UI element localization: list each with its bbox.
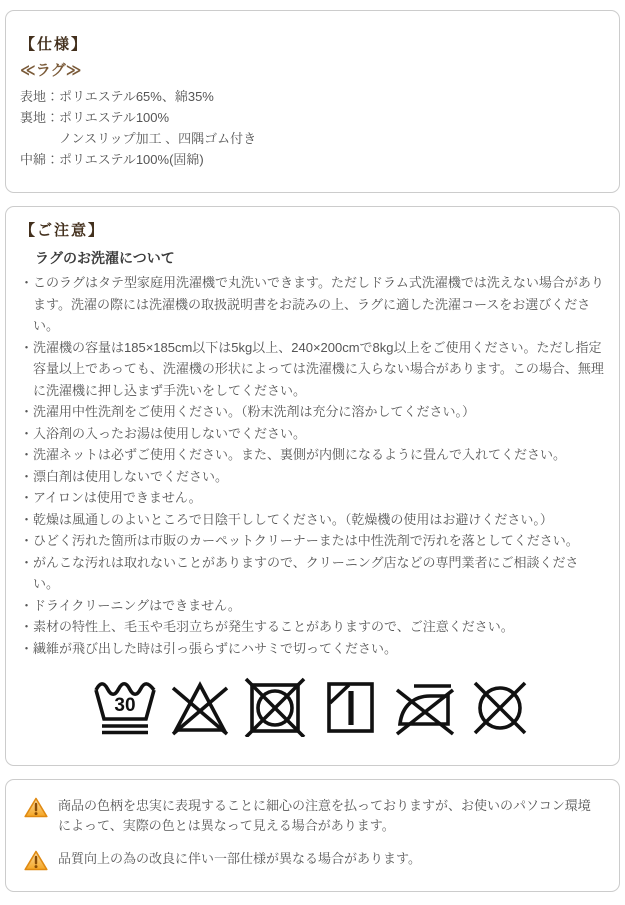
laundry-care-symbols <box>20 677 604 737</box>
wash-temperature-label: 30 <box>113 695 136 717</box>
caution-item: ・洗濯用中性洗剤をご使用ください。（粉末洗剤は充分に溶かしてください。） <box>20 404 476 420</box>
caution-item: ・がんこな汚れは取れないことがありますので、クリーニング店などの専門業者にご相談ください。 <box>20 554 579 592</box>
caution-item: ・素材の特性上、毛玉や毛羽立ちが発生することがありますので、ご注意ください。 <box>20 619 514 635</box>
spec-line-nonslip: ノンスリップ加工 、四隅ゴム付き <box>20 131 257 146</box>
caution-item: ・繊維が飛び出した時は引っ張らずにハサミで切ってください。 <box>20 640 398 656</box>
caution-subtitle-washing: ラグのお洗濯について <box>35 249 175 266</box>
warning-icon <box>24 797 48 818</box>
caution-item: ・このラグはタテ型家庭用洗濯機で丸洗いできます。ただしドラム式洗濯機では洗えない場合があります。洗濯の際には洗濯機の取扱説明書をお読みの上、ラグに適した洗濯コースをお選びください。 <box>20 275 604 334</box>
spec-subtitle-rug: ≪ラグ≫ <box>20 61 82 79</box>
no-dry-clean-icon <box>468 677 532 737</box>
caution-item: ・アイロンは使用できません。 <box>20 490 202 506</box>
line-dry-in-shade-icon <box>318 677 382 737</box>
caution-item: ・洗濯ネットは必ずご使用ください。また、裏側が内側になるように畳んで入れてください。 <box>20 447 567 463</box>
no-iron-icon <box>393 677 457 737</box>
no-bleach-icon <box>168 677 232 737</box>
spec-line-front-fabric: 表地：ポリエステル65%、綿35% <box>20 89 214 104</box>
note-row-spec-change <box>22 849 603 871</box>
spec-line-filling: 中綿：ポリエステル100%(固綿) <box>20 152 204 167</box>
caution-item: ・漂白剤は使用しないでください。 <box>20 468 229 484</box>
note-row-color <box>22 796 603 836</box>
spec-line-back-fabric: 裏地：ポリエステル100% <box>20 110 170 125</box>
note-text-spec-change-disclaimer: 品質向上の為の改良に伴い一部仕様が異なる場合があります。 <box>58 851 421 867</box>
note-text-color-disclaimer: 商品の色柄を忠実に表現することに細心の注意を払っておりますが、お使いのパソコン環境によって、実際の色とは異なって見える場合があります。 <box>58 798 591 834</box>
caution-item: ・入浴剤の入ったお湯は使用しないでください。 <box>20 425 307 441</box>
caution-item: ・洗濯機の容量は185×185cm以下は5kg以上、240×200cmで8kg以上をご使用ください。ただし指定容量以上であっても、洗濯機の形状によっては洗濯機に入らない場合があります。この場合、無理に洗濯機に押し込まず手洗いをしてください。 <box>20 339 604 398</box>
warning-icon <box>24 850 48 871</box>
caution-section <box>5 206 620 766</box>
wash-30-very-gentle-icon <box>93 677 157 737</box>
spec-title: 【仕様】 <box>20 36 89 53</box>
no-tumble-dry-icon <box>243 677 307 737</box>
caution-list <box>20 272 604 659</box>
caution-title: 【ご注意】 <box>20 222 106 239</box>
notes-section <box>5 779 620 892</box>
caution-item: ・ドライクリーニングはできません。 <box>20 597 241 613</box>
spec-lines <box>20 86 603 170</box>
caution-item: ・ひどく汚れた箇所は市販のカーペットクリーナーまたは中性洗剤で汚れを落としてください。 <box>20 533 579 549</box>
caution-item: ・乾燥は風通しのよいところで日陰干ししてください。（乾燥機の使用はお避けください。） <box>20 511 553 527</box>
spec-section <box>5 10 620 193</box>
